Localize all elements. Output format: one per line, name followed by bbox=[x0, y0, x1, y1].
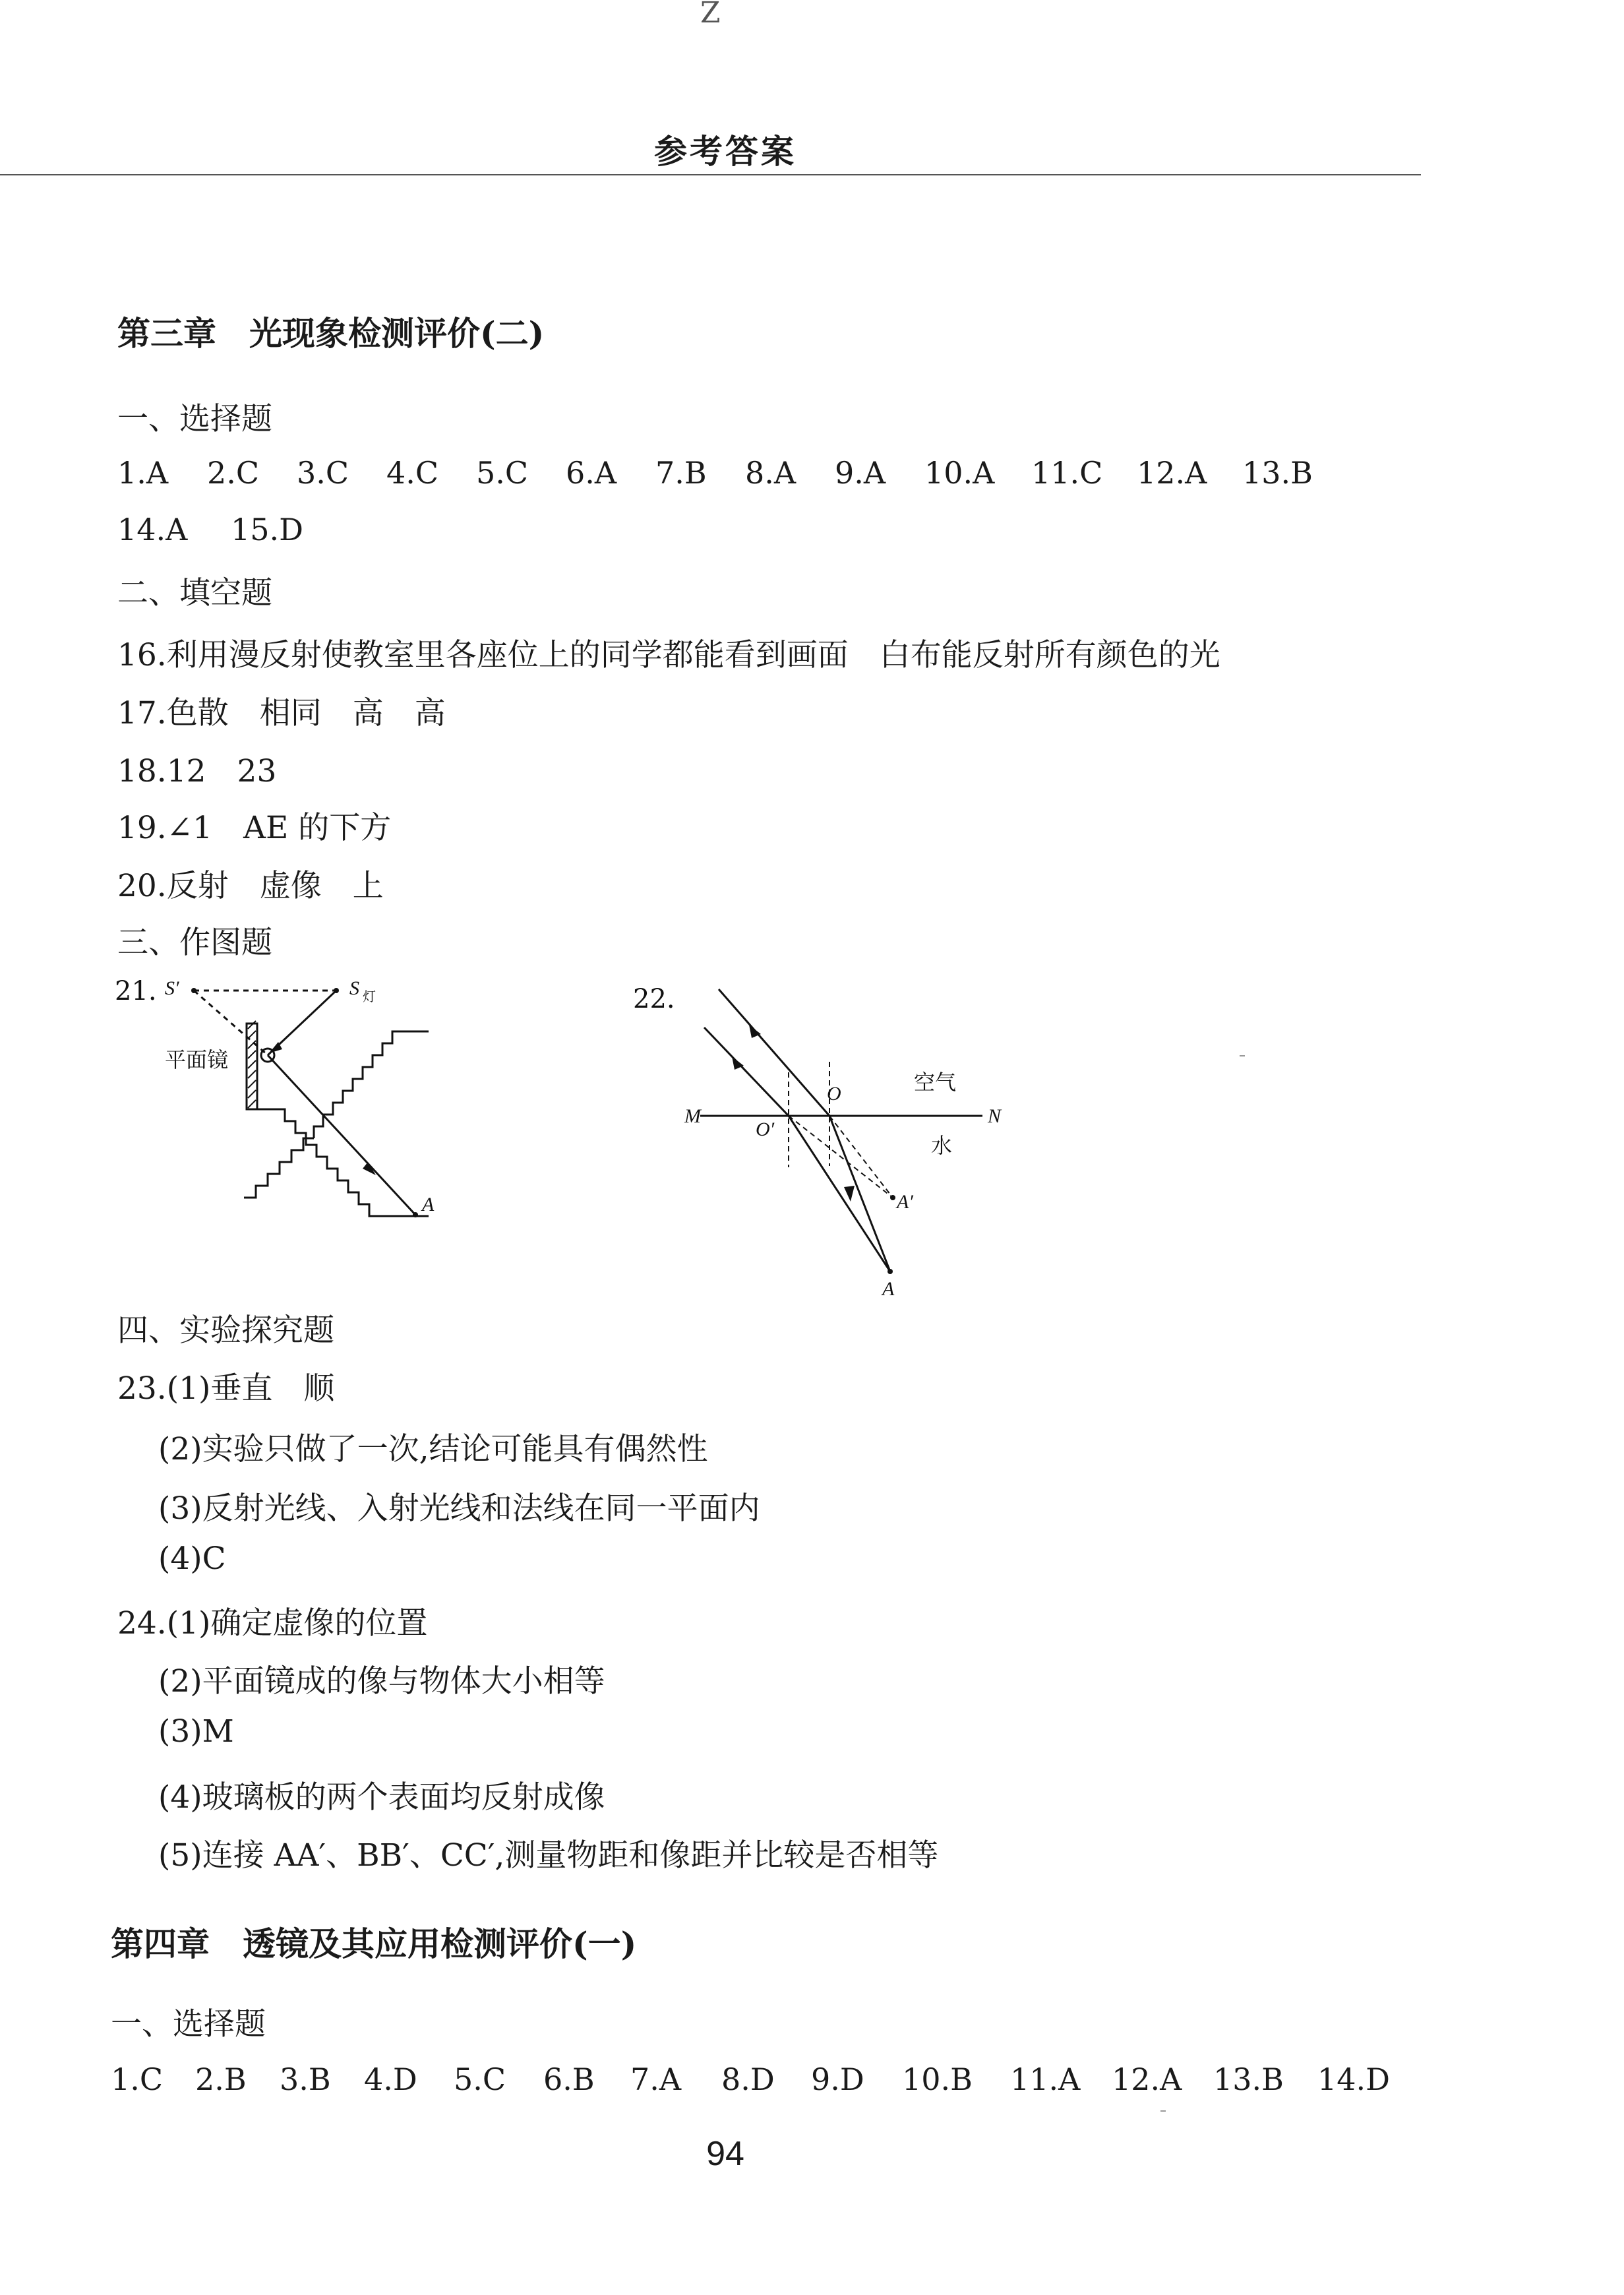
mcq-answer: 3.B bbox=[280, 2062, 331, 2097]
answer-24-2: (2)平面镜成的像与物体大小相等 bbox=[158, 1663, 605, 1699]
mcq-answer: 11.C bbox=[1031, 455, 1103, 491]
label-mirror: 平面镜 bbox=[165, 1047, 229, 1072]
label-water: 水 bbox=[931, 1133, 953, 1158]
label-s-subscript: 灯 bbox=[363, 989, 376, 1004]
label-a: A bbox=[882, 1278, 895, 1299]
ray-lower-air bbox=[704, 1027, 789, 1116]
answer-20: 20.反射 虚像 上 bbox=[117, 868, 384, 904]
mcq-answer: 11.A bbox=[1010, 2062, 1081, 2097]
figure-22-number: 22. bbox=[633, 984, 675, 1014]
mcq-answer: 13.B bbox=[1213, 2062, 1284, 2097]
answer-18: 18.12 23 bbox=[117, 753, 277, 789]
plane-mirror bbox=[247, 1024, 257, 1109]
chapter4-title: 第四章 透镜及其应用检测评价(一) bbox=[111, 1924, 637, 1963]
mcq-answer: 12.A bbox=[1112, 2062, 1182, 2097]
answer-24-4: (4)玻璃板的两个表面均反射成像 bbox=[158, 1779, 605, 1816]
mcq-answer: 5.C bbox=[454, 2062, 506, 2097]
mcq-answer: 9.A bbox=[835, 455, 886, 491]
mcq-answer: 8.D bbox=[721, 2062, 775, 2097]
label-s-prime: S′ bbox=[165, 977, 179, 999]
mcq-answer: 7.A bbox=[630, 2062, 682, 2097]
page-number: 94 bbox=[706, 2135, 744, 2173]
answer-16: 16.利用漫反射使教室里各座位上的同学都能看到画面 白布能反射所有颜色的光 bbox=[117, 637, 1220, 673]
point-a bbox=[887, 1269, 893, 1274]
mcq-answer: 12.A bbox=[1137, 455, 1207, 491]
mcq-answer: 5.C bbox=[476, 455, 529, 491]
mcq-answer: 2.C bbox=[207, 455, 260, 491]
label-o-prime: O′ bbox=[756, 1118, 775, 1140]
answer-19: 19.∠1 AE 的下方 bbox=[117, 810, 392, 846]
ch4-sec1-title: 一、选择题 bbox=[111, 2006, 266, 2042]
mcq-answer: 14.A bbox=[117, 512, 188, 547]
label-a-prime: A′ bbox=[897, 1191, 913, 1213]
scan-speck bbox=[1240, 1055, 1245, 1056]
chapter3-title: 第三章 光现象检测评价(二) bbox=[117, 314, 545, 353]
label-o: O bbox=[827, 1083, 841, 1105]
label-s: S bbox=[349, 977, 359, 999]
answer-23-1: 23.(1)垂直 顺 bbox=[117, 1370, 335, 1407]
mcq-answer: 1.C bbox=[111, 2062, 164, 2097]
mcq-answer: 8.A bbox=[745, 455, 797, 491]
mcq-answer: 10.B bbox=[902, 2062, 973, 2097]
answer-24-1: 24.(1)确定虚像的位置 bbox=[117, 1605, 428, 1641]
ch3-sec4-title: 四、实验探究题 bbox=[117, 1312, 334, 1349]
mcq-answer: 10.A bbox=[924, 455, 995, 491]
lower-staircase bbox=[276, 1109, 429, 1216]
label-a: A bbox=[422, 1194, 435, 1215]
figure-21-plane-mirror bbox=[112, 969, 481, 1233]
answer-24-5: (5)连接 AA′、BB′、CC′,测量物距和像距并比较是否相等 bbox=[158, 1837, 939, 1874]
ch3-sec3-title: 三、作图题 bbox=[117, 925, 272, 961]
figure-22-refraction bbox=[626, 969, 1035, 1299]
mcq-answer: 2.B bbox=[195, 2062, 247, 2097]
reflected-ray bbox=[268, 1055, 415, 1215]
dashed-to-a-prime bbox=[829, 1116, 893, 1198]
answer-23-4: (4)C bbox=[158, 1541, 226, 1577]
answer-23-3: (3)反射光线、入射光线和法线在同一平面内 bbox=[158, 1490, 760, 1527]
page-top-mark: Z bbox=[700, 0, 721, 30]
mcq-answer: 6.A bbox=[566, 455, 617, 491]
mcq-answer: 1.A bbox=[117, 455, 169, 491]
label-air: 空气 bbox=[914, 1070, 957, 1095]
ch3-sec2-title: 二、填空题 bbox=[117, 575, 272, 611]
label-m: M bbox=[684, 1105, 701, 1127]
figure-21-number: 21. bbox=[115, 976, 157, 1006]
mcq-answer: 6.B bbox=[543, 2062, 595, 2097]
ch3-sec1-title: 一、选择题 bbox=[117, 401, 272, 437]
mcq-answer: 3.C bbox=[297, 455, 349, 491]
point-a-prime bbox=[890, 1195, 895, 1200]
answer-23-2: (2)实验只做了一次,结论可能具有偶然性 bbox=[158, 1431, 708, 1467]
label-n: N bbox=[988, 1105, 1002, 1127]
header-rule bbox=[0, 174, 1421, 175]
answer-17: 17.色散 相同 高 高 bbox=[117, 695, 446, 731]
mcq-answer: 4.D bbox=[364, 2062, 417, 2097]
mcq-answer: 9.D bbox=[811, 2062, 864, 2097]
mcq-answer: 15.D bbox=[231, 512, 304, 547]
arrow-water-icon bbox=[844, 1186, 855, 1202]
answer-24-3: (3)M bbox=[158, 1713, 234, 1750]
mcq-answer: 4.C bbox=[386, 455, 439, 491]
scan-speck bbox=[1160, 2110, 1166, 2112]
ray-upper-air bbox=[719, 989, 829, 1116]
running-head: 参考答案 bbox=[654, 132, 797, 171]
mcq-answer: 14.D bbox=[1317, 2062, 1391, 2097]
mcq-answer: 13.B bbox=[1242, 455, 1313, 491]
point-a bbox=[413, 1212, 418, 1217]
mcq-answer: 7.B bbox=[655, 455, 707, 491]
